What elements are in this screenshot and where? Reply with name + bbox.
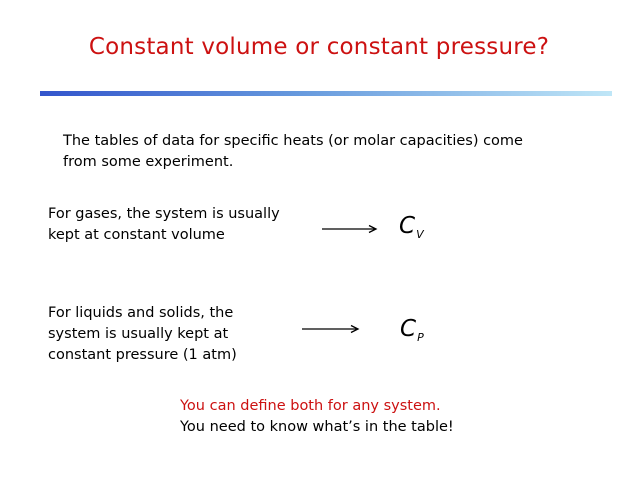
cp-subscript: P bbox=[417, 331, 424, 344]
page-title: Constant volume or constant pressure? bbox=[88, 34, 550, 60]
cp-symbol-letter: C bbox=[400, 316, 417, 342]
intro-line-1: The tables of data for specific heats (or molar capacities) come bbox=[63, 133, 523, 149]
cv-symbol bbox=[399, 214, 424, 242]
right-arrow-icon bbox=[302, 324, 360, 334]
closing-note bbox=[180, 396, 454, 438]
gases-line-1: For gases, the system is usually bbox=[48, 206, 280, 222]
gases-line-2: kept at constant volume bbox=[48, 227, 225, 243]
note-line-2: You need to know what’s in the table! bbox=[180, 419, 454, 435]
intro-paragraph bbox=[63, 131, 523, 173]
title-divider bbox=[40, 91, 612, 96]
cv-subscript: V bbox=[416, 228, 424, 241]
intro-line-2: from some experiment. bbox=[63, 154, 234, 170]
liquids-line-2: system is usually kept at bbox=[48, 326, 229, 342]
gases-statement bbox=[48, 204, 280, 246]
liquids-statement bbox=[48, 303, 237, 366]
cp-symbol bbox=[400, 317, 424, 345]
liquids-line-3: constant pressure (1 atm) bbox=[48, 347, 237, 363]
right-arrow-icon bbox=[322, 224, 378, 234]
note-line-1: You can define both for any system. bbox=[180, 398, 441, 414]
cv-symbol-letter: C bbox=[399, 213, 416, 239]
liquids-line-1: For liquids and solids, the bbox=[48, 305, 234, 321]
